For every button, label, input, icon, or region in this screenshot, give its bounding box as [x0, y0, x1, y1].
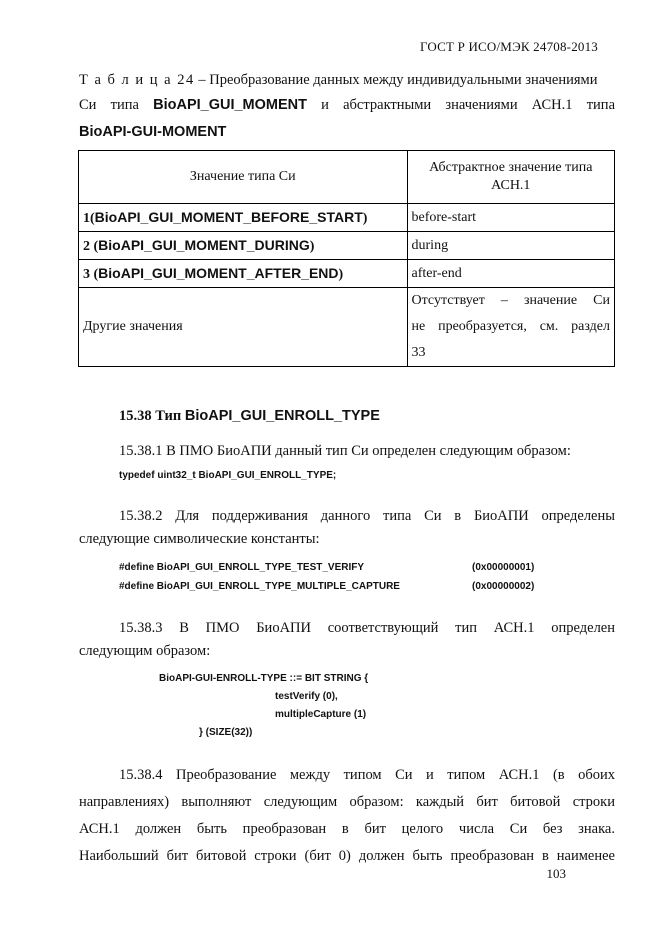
table-row: [79, 232, 615, 260]
table-row: [79, 204, 615, 232]
caption-text-a: Си типа: [79, 97, 139, 113]
page-number: 103: [546, 866, 566, 881]
table-header-row: [79, 151, 615, 204]
table-caption-line-1: [79, 72, 615, 89]
table-row: [79, 260, 615, 288]
row-c-value: 1(BioAPI_GUI_MOMENT_BEFORE_START): [79, 204, 408, 232]
define-line: #define BioAPI_GUI_ENROLL_TYPE_MULTIPLE_CAPTURE: [119, 581, 400, 592]
asn-definition-line-3: multipleCapture (1): [275, 709, 367, 720]
caption-asn-type: BioAPI-GUI-MOMENT: [79, 124, 227, 140]
row-c-value: 3 (BioAPI_GUI_MOMENT_AFTER_END): [79, 260, 408, 288]
paragraph-15-38-4: 15.38.4 Преобразование между типом Си и типом АСН.1 (в обоих направлениях) выполняют следующим образом: каждый бит битовой строки АСН.1 должен быть преобразован в бит целого числа Си без знака. Наибольший бит битовой строки (бит 0) должен быть преобразован в наименее: [79, 767, 615, 864]
caption-text-b: и абстрактными значениями АСН.1 типа: [321, 97, 616, 113]
define-value: (0x00000001): [472, 562, 535, 573]
row-other-value: Отсутствует – значение Си не преобразуется, см. раздел 33: [407, 288, 614, 367]
asn-definition-line-2: testVerify (0),: [275, 691, 338, 702]
paragraph-15-38-3: 15.38.3 В ПМО БиоАПИ соответствующий тип АСН.1 определен следующим образом:: [79, 620, 615, 659]
row-other-label: Другие значения: [79, 288, 408, 367]
row-asn-value: after-end: [407, 260, 614, 288]
asn-definition-line-4: } (SIZE(32)): [199, 727, 253, 738]
table-caption-line-2: [79, 97, 615, 114]
header-c-value: Значение типа Си: [79, 151, 408, 204]
row-c-value: 2 (BioAPI_GUI_MOMENT_DURING): [79, 232, 408, 260]
table-caption-text: – Преобразование данных между индивидуальными значениями: [194, 72, 598, 88]
paragraph-15-38-2: 15.38.2 Для поддерживания данного типа Си в БиоАПИ определены следующие символические константы:: [79, 508, 615, 547]
define-value: (0x00000002): [472, 581, 535, 592]
table-caption-label: Т а б л и ц а 24: [79, 72, 195, 88]
caption-c-type: BioAPI_GUI_MOMENT: [153, 97, 307, 113]
mapping-table: [78, 150, 615, 367]
section-heading: 15.38 Тип BioAPI_GUI_ENROLL_TYPE: [119, 408, 380, 424]
table-row-other: [79, 288, 615, 367]
standard-header: ГОСТ Р ИСО/МЭК 24708-2013: [419, 39, 598, 54]
typedef-code: typedef uint32_t BioAPI_GUI_ENROLL_TYPE;: [119, 470, 337, 481]
row-asn-value: during: [407, 232, 614, 260]
paragraph-15-38-1: 15.38.1 В ПМО БиоАПИ данный тип Си определен следующим образом:: [119, 443, 571, 459]
header-asn-value: Абстрактное значение типа АСН.1: [407, 151, 614, 204]
define-line: #define BioAPI_GUI_ENROLL_TYPE_TEST_VERIFY: [119, 562, 365, 573]
row-asn-value: before-start: [407, 204, 614, 232]
asn-definition-line-1: BioAPI-GUI-ENROLL-TYPE ::= BIT STRING {: [159, 673, 369, 684]
